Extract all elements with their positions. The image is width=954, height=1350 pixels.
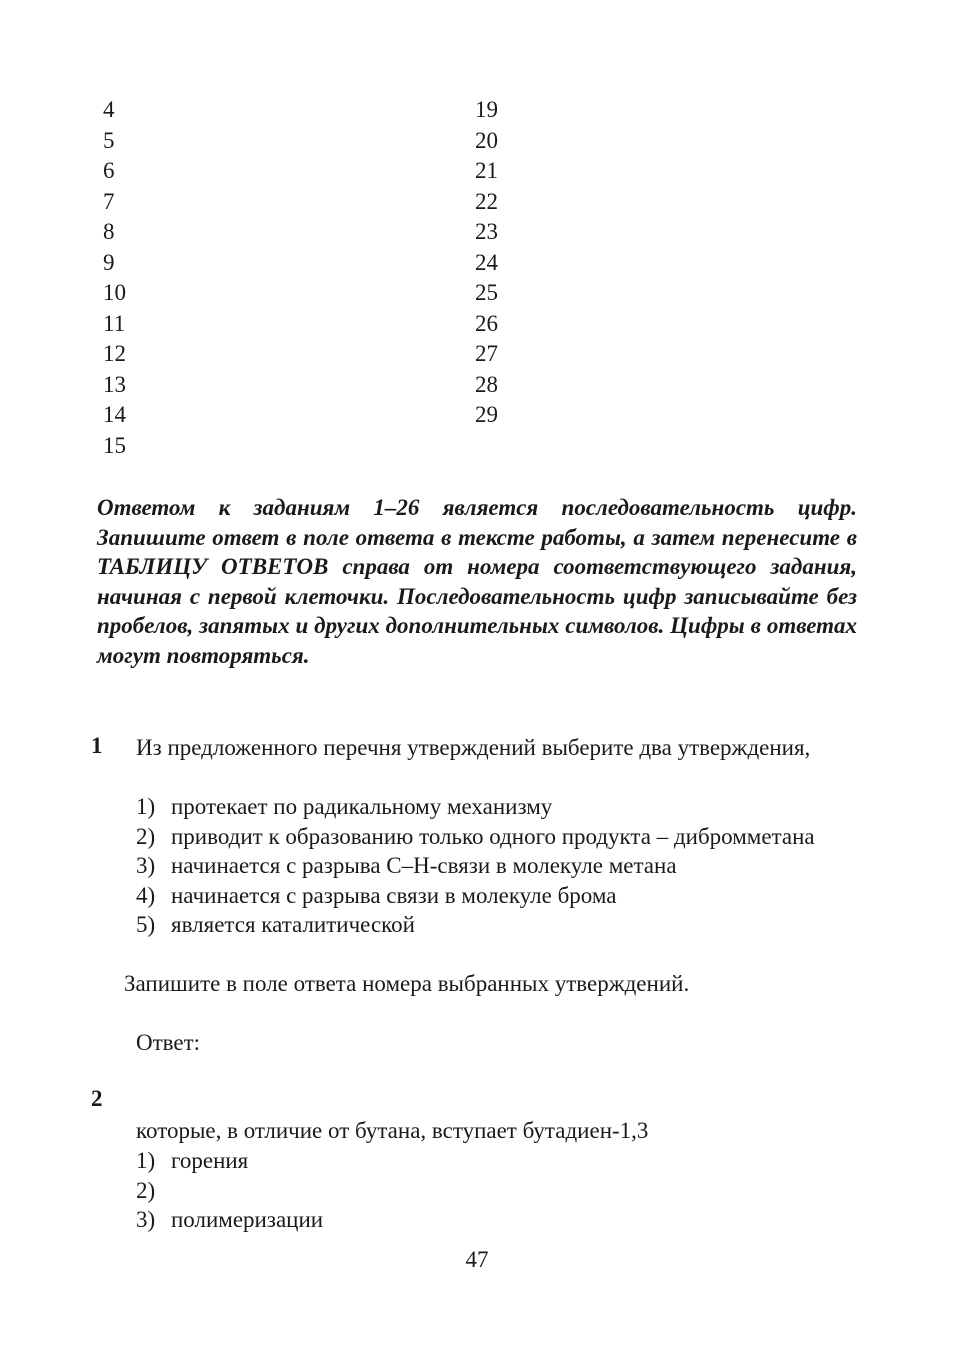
answer-number: 28 (475, 371, 498, 397)
option-number: 2) (136, 1177, 156, 1203)
answer-number: 20 (475, 127, 498, 153)
task-2-number: 2 (91, 1086, 103, 1111)
task-1-instruction: Запишите в поле ответа номера выбранных утверждений. (124, 971, 690, 996)
answer-number: 8 (103, 219, 115, 244)
page-number: 47 (465, 1247, 489, 1272)
answer-number: 25 (475, 280, 498, 305)
task-2-intro: которые, в отличие от бутана, вступает бутадиен-1,3 (136, 1118, 649, 1143)
option-item (136, 822, 864, 852)
option-text: полимеризации (171, 1207, 324, 1232)
answer-number: 15 (103, 432, 126, 458)
option-item (136, 1205, 864, 1235)
option-text: начинается с разрыва связи в молекуле брома (171, 882, 617, 908)
task-1-answer-label: Ответ: (136, 1030, 201, 1055)
task-2-options (136, 1146, 864, 1235)
instructions-text: Ответом к заданиям 1–26 является последовательность цифр. Запишите ответ в поле ответа в тексте работы, а затем перенесите в ТАБЛИЦУ ОТВЕТОВ справа от номера соответствующего задания, начиная с первой клеточки. Последовательность цифр записывайте без пробелов, запятых и других дополнительных символов. Цифры в ответах могут повторяться. (97, 495, 857, 668)
option-number: 3) (136, 853, 156, 878)
option-text (171, 1176, 864, 1206)
answer-numbers-left-column (103, 95, 126, 461)
answer-number: 12 (103, 341, 126, 366)
answer-number: 24 (475, 249, 498, 275)
option-number: 3) (136, 1207, 156, 1232)
option-item (136, 1146, 864, 1176)
task-1-number: 1 (91, 733, 103, 758)
answer-number: 9 (103, 249, 115, 275)
answer-number: 26 (475, 310, 498, 336)
answer-number: 22 (475, 188, 498, 214)
answer-number: 7 (103, 188, 115, 214)
option-number: 2) (136, 823, 156, 849)
option-number: 1) (136, 794, 156, 819)
option-number: 1) (136, 1148, 156, 1173)
option-item (136, 910, 864, 940)
option-item (136, 881, 864, 911)
answer-number: 21 (475, 158, 498, 183)
option-text: является каталитической (171, 912, 415, 937)
answer-number: 4 (103, 97, 115, 122)
option-text: начинается с разрыва C–H-связи в молекуле метана (171, 853, 677, 878)
task-1-options (136, 792, 864, 940)
answer-number: 11 (103, 310, 126, 336)
answer-number: 14 (103, 402, 126, 427)
answer-number: 29 (475, 402, 498, 427)
option-text: горения (171, 1148, 249, 1173)
answer-number: 10 (103, 280, 126, 305)
answer-number: 23 (475, 219, 498, 244)
option-number: 5) (136, 912, 156, 937)
answer-number: 27 (475, 341, 498, 366)
answer-number: 19 (475, 97, 498, 122)
option-text: протекает по радикальному механизму (171, 794, 553, 819)
option-item (136, 1176, 864, 1206)
task-1-intro: Из предложенного перечня утверждений выберите два утверждения, (136, 735, 811, 760)
option-number: 4) (136, 882, 156, 908)
answer-number: 5 (103, 127, 115, 153)
option-item (136, 851, 864, 881)
answer-number: 6 (103, 158, 115, 183)
option-item (136, 792, 864, 822)
answer-numbers-right-column (475, 95, 498, 431)
answer-number: 13 (103, 371, 126, 397)
option-text: приводит к образованию только одного продукта – дибромметана (171, 823, 815, 849)
